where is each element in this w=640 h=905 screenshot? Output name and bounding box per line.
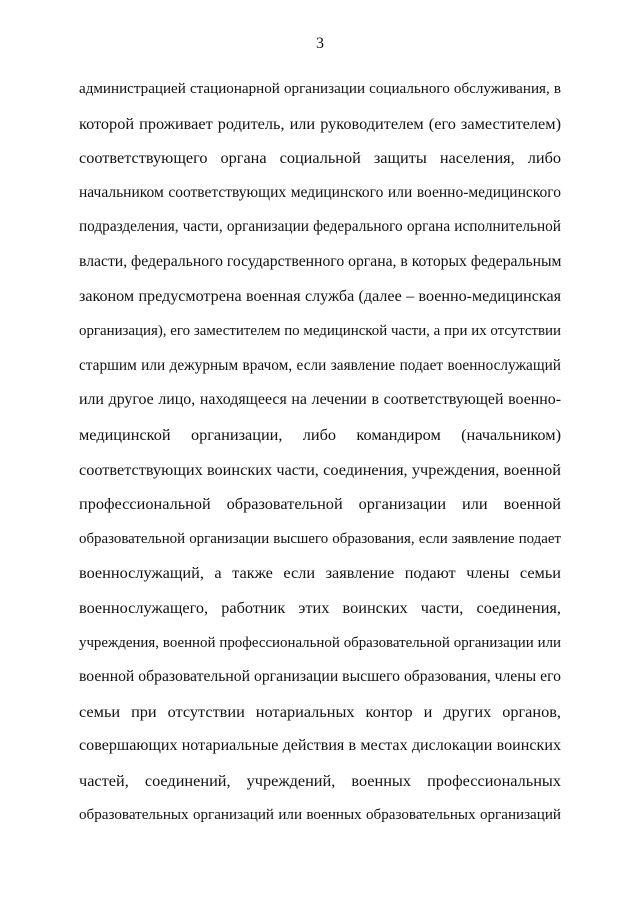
text-line: законом предусмотрена военная служба (далее – военно-медицинская [79, 287, 561, 305]
text-line: военнослужащего, работник этих воинских части, соединения, [79, 597, 561, 617]
text-line: подразделения, части, организации федерального органа исполнительной [79, 218, 561, 236]
text-line: частей, соединений, учреждений, военных профессиональных [79, 770, 561, 790]
text-line: администрацией стационарной организации социального обслуживания, в [79, 81, 561, 97]
text-line: образовательных организаций или военных образовательных организаций [79, 807, 561, 824]
text-line: совершающих нотариальные действия в местах дислокации воинских [79, 737, 561, 755]
text-line: старшим или дежурным врачом, если заявление подает военнослужащий [79, 356, 561, 374]
text-line: которой проживает родитель, или руководителем (его заместителем) [79, 113, 561, 133]
body-text [79, 72, 561, 833]
text-line: соответствующего органа социальной защиты населения, либо [79, 148, 561, 168]
text-line: профессиональной образовательной организации или военной [79, 494, 561, 514]
text-line: или другое лицо, находящееся на лечении в соответствующей военно- [79, 391, 561, 409]
text-line: военнослужащий, а также если заявление подают члены семьи [79, 563, 561, 583]
text-line: организация), его заместителем по медицинской части, а при их отсутствии [79, 323, 561, 340]
text-line: соответствующих воинских части, соединения, учреждения, военной [79, 459, 561, 479]
text-line: семьи при отсутствии нотариальных контор и других органов, [79, 701, 561, 721]
text-line: военной образовательной организации высшего образования, члены его [79, 668, 561, 686]
page-number: 3 [316, 35, 324, 52]
text-line: образовательной организации высшего образования, если заявление подает [79, 530, 561, 547]
text-line: учреждения, военной профессиональной образовательной организации или [79, 634, 561, 651]
text-line: медицинской организации, либо командиром (начальником) [79, 424, 561, 444]
text-line: начальником соответствующих медицинского или военно-медицинского [79, 183, 561, 201]
text-line: власти, федерального государственного органа, в которых федеральным [79, 252, 562, 270]
